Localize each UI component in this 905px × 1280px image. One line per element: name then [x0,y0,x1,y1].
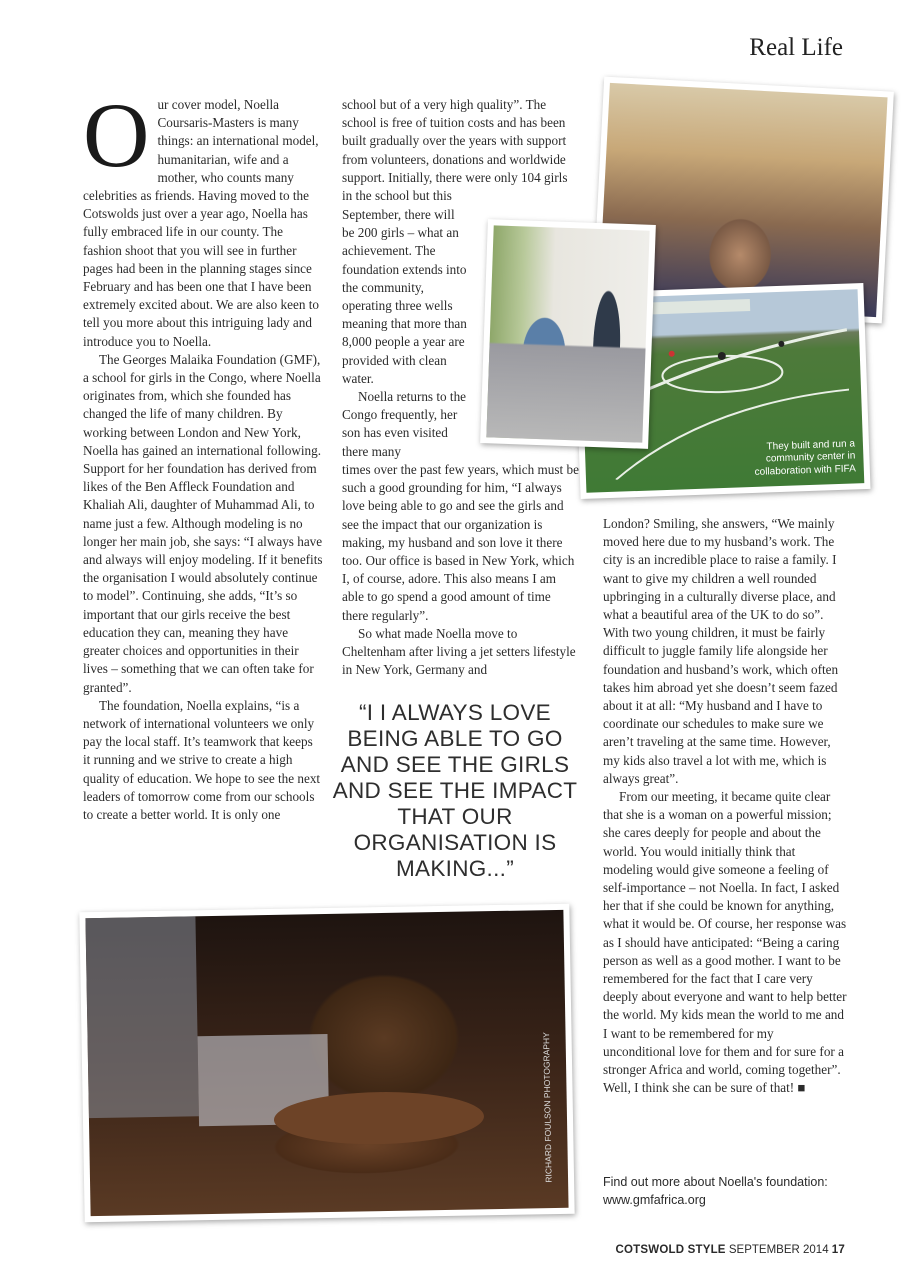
article-paragraph: ur cover model, Noella Coursaris-Masters is many things: an international model, humanitarian, wife and a mother, who counts many celebrities as friends. Having moved to the Cotswolds just over a year ago, Noella has fully embraced life in our county. The fashion shoot that you will see in further pages had been in the planning stages since February and has been one that I have been extremely excited about. We are also keen to tell you more about this intriguing lady and introduce you to Noella. [83,97,319,349]
article-paragraph: The foundation, Noella explains, “is a network of international volunteers we only pay the local staff. It’s teamwork that keeps it running and we strive to create a high quality of education. We hope to see the next leaders of tomorrow come from our schools to create a better world. It is only one [83,697,321,822]
schoolgirl-illustration [85,910,556,1204]
page-number: 17 [831,1244,845,1256]
noella-with-schoolgirl-photo-image [486,225,649,442]
article-paragraph: school but of a very high quality”. The school is free of tuition costs and has been built gradually over the years with support from volunteers, donations and worldwide support. Initially, there were only 104 girls in the school but this [342,97,568,204]
article-column-2-bottom [342,461,579,679]
article-column-2-top [342,96,579,205]
article-column-1 [83,84,323,824]
article-paragraph: September, there will be 200 girls – what an achievement. The foundation extends into the community, operating three wells meaning that more than 8,000 people a year are provided with clean water. [342,207,467,386]
photo-credit: RICHARD FOULSON PHOTOGRAPHY [541,1032,555,1183]
noella-with-schoolgirl-photo [480,219,656,449]
article-paragraph: The Georges Malaika Foundation (GMF), a school for girls in the Congo, where Noella originates from, which she founded has changed the life of many children. By working between London and New York, Noella has gained an international following. Support for her foundation has derived from likes of the Ben Affleck Foundation and Khaliah Ali, daughter of Muhammad Ali, to name just a few. Although modeling is no longer her main job, she says: “I always have and always will enjoy modeling. If it benefits the organisation I would absolutely continue to model”. Continuing, she adds, “It’s so important that our girls receive the best education they can, meaning they have greater choices and opportunities in their lives – something that we can often take for granted”. [83,351,323,695]
page-footer [616,1244,845,1256]
article-paragraph: From our meeting, it became quite clear that she is a woman on a powerful mission; she cares deeply for people and about the world. You would initially think that modeling would give someone a feeling of self-importance – not Noella. In fact, I asked her that if she could be known for anything, what it would be. Of course, her response was as I should have anticipated: “Being a caring person as well as a good mother. I want to be remembered for the fact that I care very deeply about everyone and want to help better the world. My kids mean the world to me and I want to be remembered for my unconditional love for them and for sure for a stronger Africa and world, coming together”. Well, I think she can be sure of that! ■ [603,789,847,1096]
article-paragraph: times over the past few years, which must be such a good grounding for him, “I always love being able to go and see the girls and see the impact that our organization is making, my husband and son love it there too. Our office is based in New York, which I, of course, adore. This also means I am able to go spend a good amount of time there regularly”. [342,462,579,623]
drop-cap: O [83,84,150,186]
find-out-more: Find out more about Noella's foundation: www.gmfafrica.org [603,1175,828,1207]
magazine-name: COTSWOLD STYLE [615,1244,726,1256]
article-paragraph: Noella returns to the Congo frequently, her son has even visited there many [342,389,467,459]
smiling-schoolgirl-photo [79,904,574,1223]
article-paragraph: So what made Noella move to Cheltenham after living a jet setters lifestyle in New York, Germany and [342,625,576,678]
smiling-schoolgirl-photo-image [85,910,568,1216]
football-photo-caption: They built and run a community center in collaboration with FIFA [754,437,856,478]
pull-quote: “I I ALWAYS LOVE BEING ABLE TO GO AND SEE THE GIRLS AND SEE THE IMPACT THAT OUR ORGANISATION IS MAKING...” [332,700,578,881]
issue-date: SEPTEMBER 2014 [728,1244,829,1256]
article-column-2-narrow [342,206,467,461]
article-column-3 [603,515,848,1098]
section-title: Real Life [749,34,843,61]
article-paragraph: London? Smiling, she answers, “We mainly moved here due to my husband’s work. The city is an incredible place to raise a family. I want to give my children a well rounded upbringing in a culturally diverse place, and what a beautiful area of the UK to do so”. With two young children, it must be fairly difficult to juggle family life alongside her foundation and husband’s work, which often takes him abroad yet she doesn’t seem fazed about it at all: “My husband and I have to coordinate our schedules to make sure we aren’t traveling at the same time. However, my kids also travel a lot with me, which is always great”. [603,516,839,786]
